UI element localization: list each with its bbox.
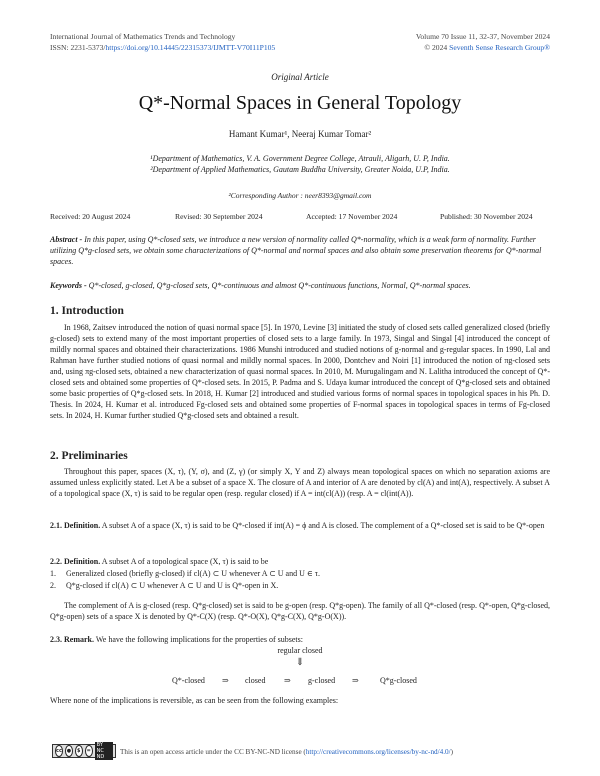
chain-g-closed: g-closed — [308, 676, 336, 685]
definition-2-1-label: 2.1. Definition. — [50, 521, 101, 530]
license-text: This is an open access article under the CC BY-NC-ND license ( — [120, 748, 306, 756]
noderivs-icon: = — [85, 745, 93, 757]
chain-qg-closed: Q*g-closed — [380, 676, 417, 685]
definition-2-1 — [50, 520, 550, 531]
abstract — [50, 234, 550, 267]
definition-2-2 — [50, 556, 550, 567]
introduction-paragraph: In 1968, Zaitsev introduced the notion of quasi normal space [5]. In 1970, Levine [3] initiated the study of closed sets called generalized closed (briefly g-closed) sets to extend many of the most important properties of closed sets to a large family. In 1973, Singal and Singal [4] introduced the concept of mildly normal spaces and obtained their characterizations. 1986 Munshi introduced and studied notions of g-normal and g-regular spaces. In 1990, Lal and Rahman have further studied notions of quasi normal and mildly normal spaces. In 2000, Dontchev and Noiri [1] introduced the notion of πg-closed sets and, using πg-closed sets, obtained a new characterization of quasi normal spaces. In 2010, M. Murugalingam and N. Lalitha introduced the concept of Q*-closed sets and obtained some properties of Q*-closed sets. In 2015, P. Padma and S. Udaya kumar introduced the concept of Q*g-closed sets and obtained some basic properties of Q*g-closed sets. In 2018, H. Kumar [2] introduced and studied various forms of normal spaces in topological spaces in his Ph. D. Thesis. In 2024, H. Kumar et al. introduced Fg-closed sets and obtained some properties of F-normal spaces in topological spaces in terms of Fg-closed sets. In 2024, H. Kumar further studied Q*g-closed sets and obtained a result. — [50, 323, 550, 420]
cc-icon: cc — [55, 745, 63, 757]
keywords-label: Keywords - — [50, 281, 87, 290]
header-right — [416, 31, 550, 53]
person-icon: ● — [65, 745, 73, 757]
copyright-year: © 2024 — [424, 43, 448, 52]
paper-title: Q*-Normal Spaces in General Topology — [138, 92, 462, 114]
definition-item-1-text: Generalized closed (briefly g-closed) if cl(A) ⊂ U whenever A ⊂ U and U ∈ τ. — [66, 569, 321, 578]
remark-2-3-text: We have the following implications for the properties of subsets: — [95, 635, 303, 644]
copyright — [416, 42, 550, 53]
doi-link[interactable]: https://doi.org/10.14445/22315373/IJMTT-V70I11P105 — [105, 43, 276, 52]
chain-q-closed: Q*-closed — [172, 676, 205, 685]
noncommercial-icon: $ — [75, 745, 83, 757]
section-heading-introduction: 1. Introduction — [50, 305, 124, 317]
remark-2-3-label: 2.3. Remark. — [50, 635, 94, 644]
authors: Hamant Kumar¹, Neeraj Kumar Tomar² — [228, 129, 372, 139]
abstract-label: Abstract - — [50, 235, 83, 244]
affiliation-2: ²Department of Applied Mathematics, Gautam Buddha University, Greater Noida, U.P, India. — [150, 165, 450, 174]
received-date: Received: 20 August 2024 — [50, 212, 131, 221]
chain-top-label: regular closed — [277, 646, 323, 655]
abstract-text: In this paper, using Q*-closed sets, we introduce a new version of normality called Q*-normality, which is a weak form of normality. Further utilizing Q*g-closed sets, we obtain some characterizations of Q*-normal and normal spaces and also obtain some preservation theorems for Q*-normal spaces. — [50, 235, 542, 266]
definition-2-1-text: A subset A of a space (X, τ) is said to be Q*-closed if int(A) = ϕ and A is closed. The complement of a Q*-closed set is said to be Q*-open — [101, 521, 545, 530]
keywords — [50, 280, 550, 291]
closing-sentence: Where none of the implications is reversible, as can be seen from the following examples: — [50, 696, 339, 705]
license-footer — [120, 748, 453, 756]
accepted-date: Accepted: 17 November 2024 — [306, 212, 398, 221]
preliminaries-paragraph: Throughout this paper, spaces (X, τ), (Y, σ), and (Z, γ) (or simply X, Y and Z) always mean topological spaces on which no separation axioms are assumed unless explicitly stated. Let A be a subset of a space X. The closure of A and interior of A are denoted by cl(A) and int(A), respectively. A subset A of a topological space (X, τ) is said to be regular open (resp. regular closed) if A = int(cl(A)) (resp. A = cl(int(A)). — [50, 467, 550, 498]
publisher-link[interactable]: Seventh Sense Research Group® — [449, 43, 550, 52]
affiliation-1: ¹Department of Mathematics, V. A. Government Degree College, Atrauli, Aligarh, U. P, India. — [150, 154, 450, 163]
chain-closed: closed — [245, 676, 266, 685]
issn: ISSN: 2231-5373/ — [50, 43, 106, 52]
implies-arrow-icon: ⇒ — [284, 676, 291, 685]
down-arrow-icon: ⇓ — [295, 657, 305, 668]
license-close: ) — [450, 748, 454, 756]
cc-license-badge[interactable] — [52, 744, 116, 758]
volume-info: Volume 70 Issue 11, 32-37, November 2024 — [415, 32, 550, 41]
complement-paragraph: The complement of A is g-closed (resp. Q*g-closed) set is said to be g-open (resp. Q*g-open). The family of all Q*-closed (resp. Q*-open, Q*g-closed, Q*g-open) sets of a space X is denoted by Q*-C(X) (resp. Q*-O(X), Q*g-C(X), Q*g-O(X)). — [50, 601, 550, 621]
cc-badge-label: BY NC ND — [95, 742, 113, 760]
definition-2-2-label: 2.2. Definition. — [50, 557, 101, 566]
keywords-text: Q*-closed, g-closed, Q*g-closed sets, Q*-continuous and almost Q*-continuous functions, Normal, Q*-normal spaces. — [88, 281, 471, 290]
header-left — [50, 31, 275, 53]
section-heading-preliminaries: 2. Preliminaries — [50, 450, 128, 462]
issn-doi — [50, 42, 275, 53]
remark-2-3 — [50, 634, 550, 645]
journal-name: International Journal of Mathematics Trends and Technology — [50, 32, 236, 41]
published-date: Published: 30 November 2024 — [440, 212, 533, 221]
corresponding-author: ²Corresponding Author : neer8393@gmail.com — [228, 191, 372, 200]
definition-item-2-text: Q*g-closed if cl(A) ⊂ U whenever A ⊂ U and U is Q*-open in X. — [66, 581, 279, 590]
implies-arrow-icon: ⇒ — [352, 676, 359, 685]
definition-2-2-text: A subset A of a topological space (X, τ) is said to be — [101, 557, 269, 566]
article-type: Original Article — [271, 72, 329, 82]
license-link[interactable]: http://creativecommons.org/licenses/by-nc-nd/4.0/ — [305, 748, 451, 756]
definition-item-1: 1. Generalized closed (briefly g-closed) if cl(A) ⊂ U whenever A ⊂ U and U ∈ τ. — [50, 569, 321, 578]
implies-arrow-icon: ⇒ — [222, 676, 229, 685]
revised-date: Revised: 30 September 2024 — [175, 212, 263, 221]
definition-item-2: 2. Q*g-closed if cl(A) ⊂ U whenever A ⊂ U and U is Q*-open in X. — [50, 581, 279, 590]
